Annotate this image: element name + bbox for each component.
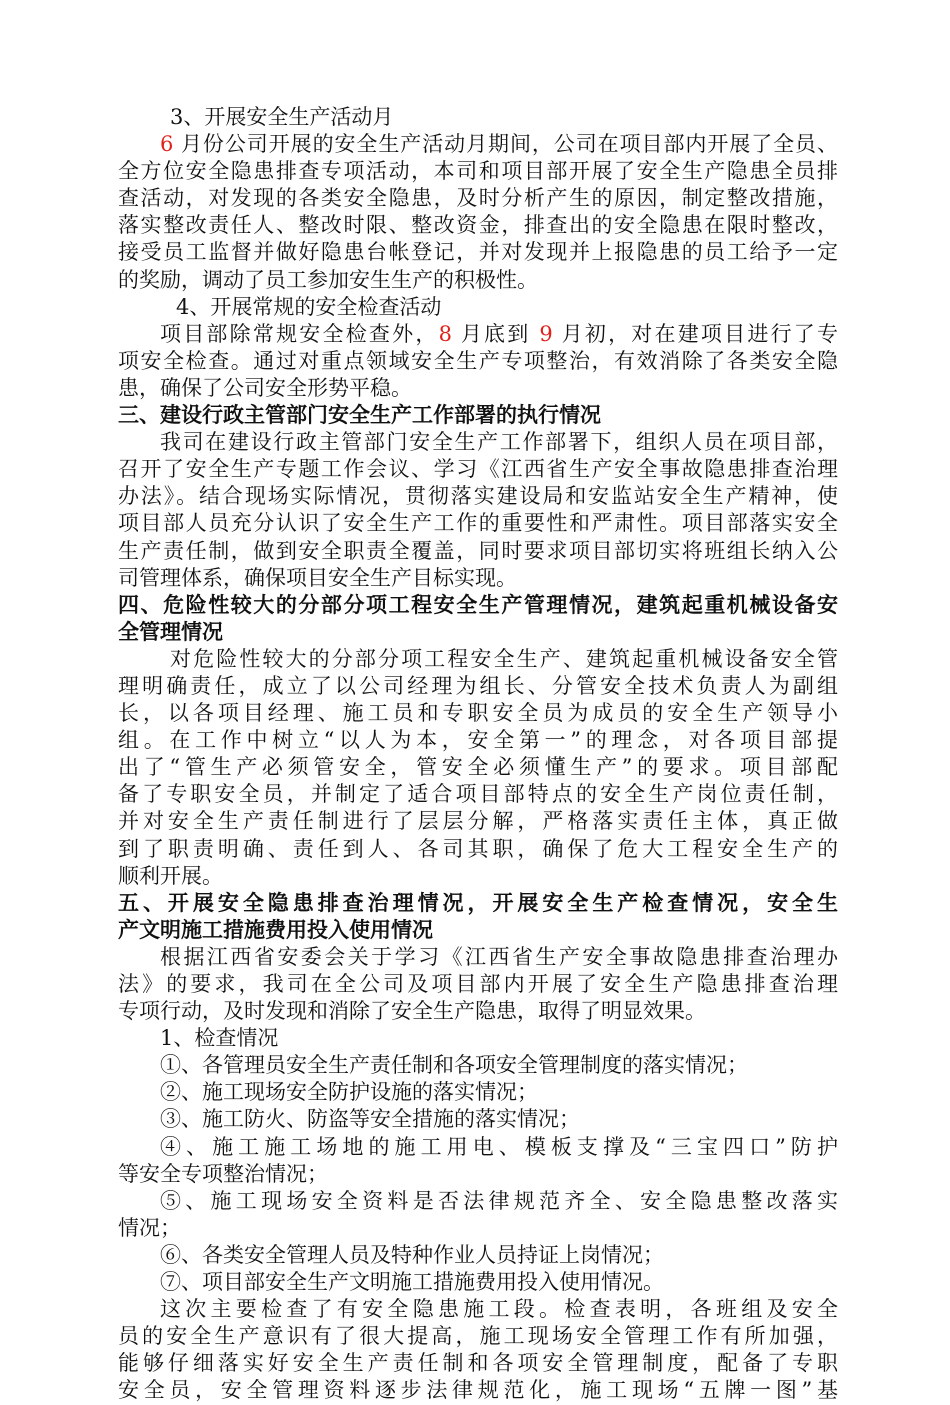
paragraph-line: 对危险性较大的分部分项工程安全生产、建筑起重机械设备安全管: [170, 646, 838, 671]
paragraph-line: 安全员，安全管理资料逐步法律规范化，施工现场“五牌一图”基: [118, 1378, 838, 1403]
paragraph-line: 接受员工监督并做好隐患台帐登记，并对发现并上报隐患的员工给予一定: [118, 240, 838, 265]
paragraph-line: 到了职责明确、责任到人、各司其职，确保了危大工程安全生产的: [118, 836, 838, 861]
paragraph-line: 出了“管生产必须管安全，管安全必须懂生产”的要求。项目部配: [118, 755, 838, 780]
paragraph-line: 的奖励，调动了员工参加安生生产的积极性。: [118, 267, 538, 292]
paragraph-line: 长，以各项目经理、施工员和专职安全员为成员的安全生产领导小: [118, 701, 838, 726]
section-3-heading: 3、开展安全生产活动月: [170, 105, 394, 129]
check-heading: 1、检查情况: [160, 1026, 279, 1051]
paragraph-line: 员的安全生产意识有了很大提高，施工现场安全管理工作有所加强，: [118, 1324, 838, 1349]
paragraph-line: 顺利开展。: [118, 863, 223, 888]
heading-5-cont: 产文明施工措施费用投入使用情况: [118, 917, 433, 942]
paragraph-line: 办法》。结合现场实际情况，贯彻落实建设局和安监站安全生产精神，使: [118, 484, 838, 509]
check-item: ⑦、项目部安全生产文明施工措施费用投入使用情况。: [160, 1270, 664, 1295]
paragraph-line: 落实整改责任人、整改时限、整改资金，排查出的安全隐患在限时整改，: [118, 213, 838, 238]
heading-5: 五、开展安全隐患排查治理情况，开展安全生产检查情况，安全生: [118, 890, 838, 915]
heading-3: 三、建设行政主管部门安全生产工作部署的执行情况: [118, 403, 601, 428]
paragraph-line: 根据江西省安委会关于学习《江西省生产安全事故隐患排查治理办: [160, 944, 838, 969]
paragraph-line: 6 月份公司开展的安全生产活动月期间，公司在项目部内开展了全员、: [160, 132, 838, 157]
paragraph-line: 这次主要检查了有安全隐患施工段。检查表明，各班组及安全: [160, 1297, 838, 1322]
paragraph-line: 司管理体系，确保项目安全生产目标实现。: [118, 565, 517, 590]
check-item: ④、施工施工场地的施工用电、模板支撑及“三宝四口”防护: [160, 1134, 838, 1159]
paragraph-line: 组。在工作中树立“以人为本，安全第一”的理念，对各项目部提: [118, 728, 838, 753]
paragraph-line: 法》的要求，我司在全公司及项目部内开展了安全生产隐患排查治理: [118, 972, 838, 996]
paragraph-line: 项安全检查。通过对重点领域安全生产专项整治，有效消除了各类安全隐: [118, 348, 838, 373]
paragraph-line: 全方位安全隐患排查专项活动，本司和项目部开展了安全生产隐患全员排: [118, 159, 838, 184]
paragraph-line: 查活动，对发现的各类安全隐患，及时分析产生的原因，制定整改措施，: [118, 186, 838, 211]
paragraph-line: 召开了安全生产专题工作会议、学习《江西省生产安全事故隐患排查治理: [118, 457, 838, 482]
month-number: 8: [438, 321, 452, 346]
paragraph-line: 我司在建设行政主管部门安全生产工作部署下，组织人员在项目部，: [160, 430, 838, 455]
heading-4-cont: 全管理情况: [118, 619, 223, 644]
check-item: ⑤、施工现场安全资料是否法律规范齐全、安全隐患整改落实: [160, 1188, 838, 1213]
check-item: ⑥、各类安全管理人员及特种作业人员持证上岗情况；: [160, 1242, 664, 1267]
paragraph-line: 并对安全生产责任制进行了层层分解，严格落实责任主体，真正做: [118, 809, 838, 834]
paragraph-line: 备了专职安全员，并制定了适合项目部特点的安全生产岗位责任制，: [118, 782, 838, 807]
check-item: ②、施工现场安全防护设施的落实情况；: [160, 1080, 538, 1105]
paragraph-line: 专项行动，及时发现和消除了安全生产隐患，取得了明显效果。: [118, 999, 706, 1024]
month-number: 6: [160, 132, 174, 157]
check-item: ③、施工防火、防盗等安全措施的落实情况；: [160, 1107, 580, 1132]
check-item-cont: 情况；: [118, 1215, 181, 1240]
document-page: [118, 104, 838, 1405]
paragraph-line: 项目部人员充分认识了安全生产工作的重要性和严肃性。项目部落实安全: [118, 511, 838, 536]
check-item: ①、各管理员安全生产责任制和各项安全管理制度的落实情况；: [160, 1053, 748, 1078]
paragraph-line: 能够仔细落实好安全生产责任制和各项安全管理制度，配备了专职: [118, 1351, 838, 1376]
check-item-cont: 等安全专项整治情况；: [118, 1161, 328, 1186]
paragraph-line: 理明确责任，成立了以公司经理为组长、分管安全技术负责人为副组: [118, 673, 838, 698]
paragraph-line: 项目部除常规安全检查外，8 月底到 9 月初，对在建项目进行了专: [160, 321, 838, 346]
paragraph-line: 患，确保了公司安全形势平稳。: [118, 375, 412, 400]
paragraph-line: 生产责任制，做到安全职责全覆盖，同时要求项目部切实将班组长纳入公: [118, 538, 838, 563]
section-4-heading: 4、开展常规的安全检查活动: [176, 294, 442, 319]
heading-4: 四、危险性较大的分部分项工程安全生产管理情况，建筑起重机械设备安: [118, 592, 838, 617]
month-number: 9: [539, 321, 553, 346]
